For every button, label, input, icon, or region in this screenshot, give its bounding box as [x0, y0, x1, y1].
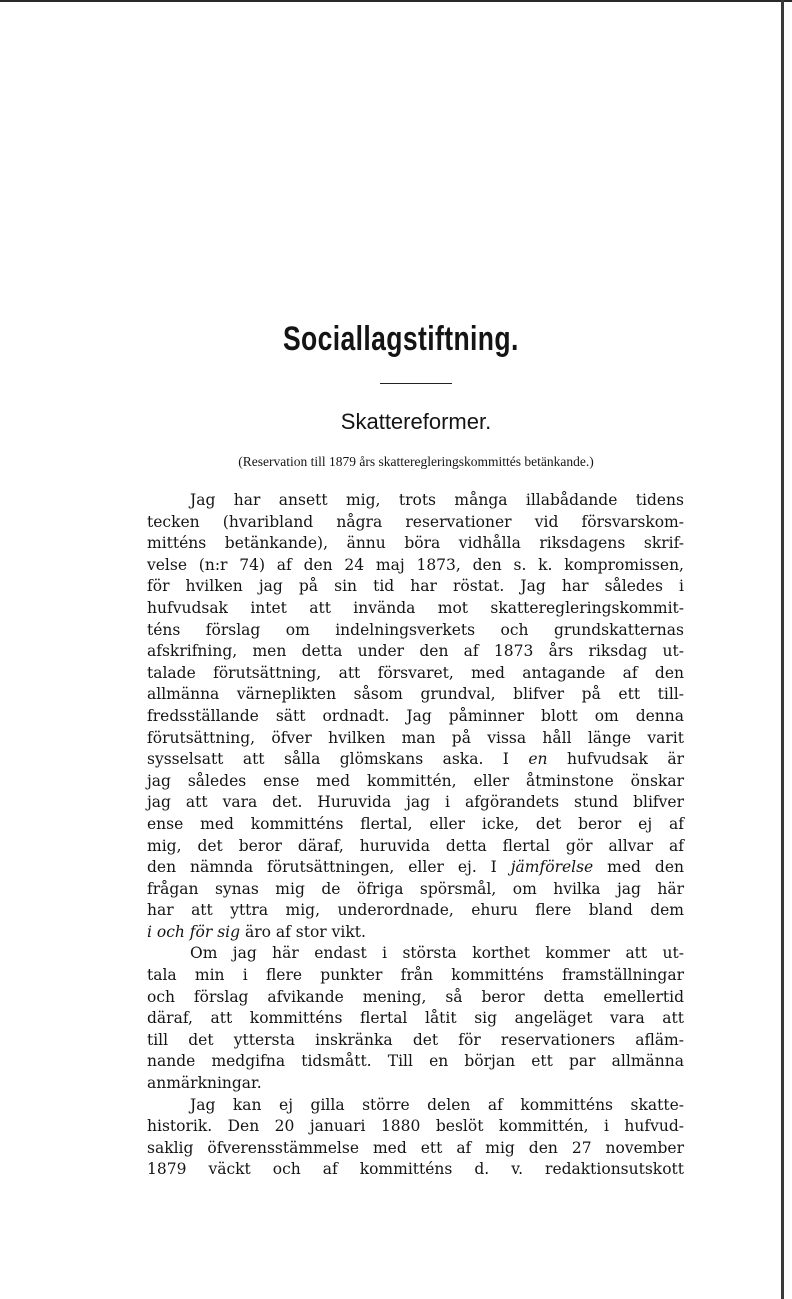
text-line: téns förslag om indelningsverkets och grundskatternas — [147, 620, 684, 639]
text-run: sysselsatt att sålla glömskans aska. I — [147, 750, 529, 769]
text-line: mitténs betänkande), ännu böra vidhålla riksdagens skrif- — [147, 534, 684, 553]
text-line: förutsättning, öfver hvilken man på vissa håll länge varit — [147, 728, 684, 747]
text-line: till det yttersta inskränka det för reservationers afläm- — [147, 1030, 684, 1049]
text-line: Jag har ansett mig, trots många illabådande tidens — [190, 491, 684, 509]
text-line: för hvilken jag på sin tid har röstat. Jag har således i — [147, 577, 684, 596]
text-line: talade förutsättning, att försvaret, med antagande af den — [147, 663, 684, 682]
text-line: jag att vara det. Huruvida jag i afgörandets stund blifver — [147, 793, 684, 812]
text-line — [147, 857, 684, 879]
text-line: fredsställande sätt ordnadt. Jag påminner blott om denna — [147, 706, 684, 725]
text-line: afskrifning, men detta under den af 1873 års riksdag ut- — [147, 642, 684, 661]
text-line: frågan synas mig de öfriga spörsmål, om hvilka jag här — [147, 879, 684, 898]
text-run: hufvudsak är — [547, 750, 684, 769]
text-run: med den — [593, 858, 684, 877]
text-line: anmärkningar. — [147, 1074, 262, 1093]
italic-text-run: i och för sig — [147, 922, 241, 941]
page-top-edge — [0, 0, 792, 2]
text-line: mig, det beror däraf, huruvida detta flertal gör allvar af — [147, 836, 684, 855]
subtitle: (Reservation till 1879 års skatteregleringskommittés betänkande.) — [238, 454, 594, 469]
text-line: Jag kan ej gilla större delen af kommitténs skatte- — [190, 1095, 684, 1114]
italic-text-run: en — [528, 750, 548, 769]
text-line: historik. Den 20 januari 1880 beslöt kommittén, i hufvud- — [147, 1117, 684, 1136]
text-line: saklig öfverensstämmelse med ett af mig den 27 november — [147, 1138, 684, 1157]
page-title: Sociallagstiftning. — [282, 320, 519, 358]
text-line: nande medgifna tidsmått. Till en början ett par allmänna — [147, 1052, 684, 1071]
body-text — [147, 490, 684, 1181]
section-heading: Skattereformer. — [340, 409, 492, 434]
text-line — [147, 749, 684, 771]
text-line: har att yttra mig, underordnade, ehuru flere bland dem — [147, 901, 684, 920]
text-line: velse (n:r 74) af den 24 maj 1873, den s. k. kompromissen, — [147, 555, 684, 574]
text-line: och förslag afvikande mening, så beror detta emellertid — [147, 987, 684, 1006]
text-line: 1879 väckt och af kommitténs d. v. redaktionsutskott — [147, 1160, 684, 1179]
text-line: Om jag här endast i största korthet kommer att ut- — [190, 944, 684, 963]
italic-text-run: jämförelse — [510, 858, 594, 877]
text-run: den nämnda förutsättningen, eller ej. I — [147, 858, 511, 877]
page-right-edge — [781, 0, 784, 1299]
text-line: allmänna värneplikten såsom grundval, blifver på ett till- — [147, 685, 684, 704]
text-line: hufvudsak intet att invända mot skatteregleringskommit- — [147, 598, 684, 617]
text-line: jag således ense med kommittén, eller åtminstone önskar — [147, 771, 684, 790]
text-run: äro af stor vikt. — [240, 922, 366, 941]
text-line: tecken (hvaribland några reservationer vid försvarskom- — [147, 512, 684, 531]
text-line: ense med kommitténs flertal, eller icke, det beror ej af — [147, 814, 684, 833]
text-line: däraf, att kommitténs flertal låtit sig angeläget vara att — [147, 1009, 684, 1028]
text-line: tala min i flere punkter från kommitténs framställningar — [147, 966, 684, 985]
text-line — [147, 922, 684, 944]
title-divider — [380, 383, 452, 384]
